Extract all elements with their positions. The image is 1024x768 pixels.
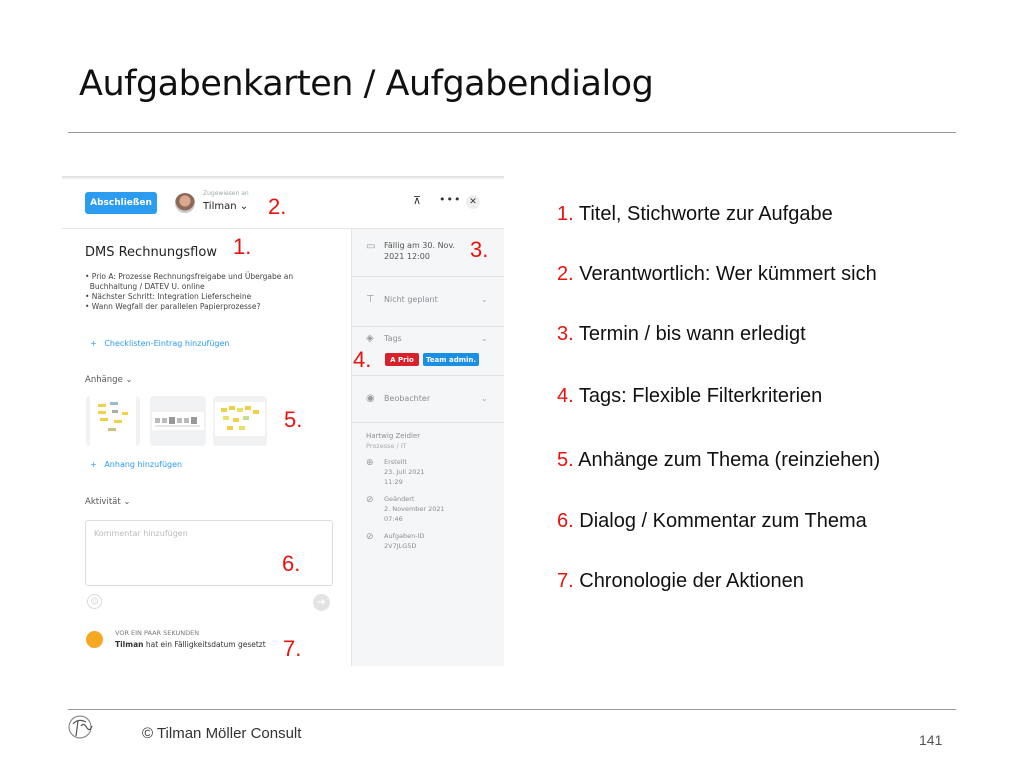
attachments-header[interactable]: Anhänge ⌄: [85, 375, 133, 385]
task-id-label: Aufgaben-ID: [384, 532, 425, 540]
activity-timestamp: VOR EIN PAAR SEKUNDEN: [115, 629, 200, 637]
created-date: 23. Juli 2021: [384, 468, 425, 476]
task-title[interactable]: DMS Rechnungsflow: [85, 245, 217, 260]
add-attachment-link[interactable]: + Anhang hinzufügen: [90, 460, 183, 469]
sidebar-divider: [352, 276, 504, 277]
legend-text: Anhänge zum Thema (reinziehen): [573, 449, 881, 471]
company-logo-icon: [66, 712, 96, 742]
edit-icon: ⊘: [366, 495, 374, 505]
title-divider: [68, 132, 956, 133]
legend-item: [557, 510, 867, 533]
legend-number: 5.: [557, 449, 574, 471]
sidebar-divider: [352, 375, 504, 376]
marker-7: 7.: [283, 636, 302, 661]
attachment-thumbnail[interactable]: [213, 396, 267, 446]
legend-text: Verantwortlich: Wer kümmert sich: [573, 263, 877, 285]
changed-time: 07:46: [384, 515, 403, 523]
calendar-icon: [86, 631, 103, 648]
legend-item: [557, 203, 833, 226]
chevron-down-icon[interactable]: ⌄: [481, 295, 488, 304]
marker-4: 4.: [353, 347, 372, 372]
emoji-icon[interactable]: ☺: [87, 594, 102, 609]
description-line: • Prio A: Prozesse Rechnungsfreigabe und Übergabe an: [85, 272, 294, 281]
assignee-dropdown[interactable]: Tilman ⌄: [203, 201, 249, 212]
footer-divider: [68, 709, 956, 710]
assignee-avatar[interactable]: [175, 193, 195, 213]
task-sidebar: [351, 229, 504, 666]
legend-item: [557, 263, 877, 286]
pin-icon[interactable]: ⊼: [413, 194, 422, 207]
sidebar-divider: [352, 422, 504, 423]
legend-number: 1.: [557, 203, 574, 225]
planning-dropdown[interactable]: Nicht geplant: [384, 295, 438, 304]
more-icon[interactable]: •••: [439, 193, 462, 206]
tag-team-admin[interactable]: Team admin.: [423, 353, 479, 366]
comment-placeholder: Kommentar hinzufügen: [94, 529, 188, 538]
page-number: 141: [919, 732, 943, 748]
task-dialog-screenshot: [62, 176, 504, 666]
assigned-label: Zugewiesen an: [203, 190, 249, 197]
legend-text: Titel, Stichworte zur Aufgabe: [573, 203, 833, 225]
description-line: • Wann Wegfall der parallelen Papierprozesse?: [85, 302, 261, 311]
marker-3: 3.: [470, 237, 489, 262]
legend-item: [557, 323, 806, 346]
legend-text: Dialog / Kommentar zum Thema: [573, 510, 867, 532]
sticky-notes-thumbnail-icon: [213, 396, 267, 446]
marker-1: 1.: [233, 234, 252, 259]
task-description[interactable]: [85, 272, 335, 312]
attachment-thumbnail[interactable]: [150, 396, 206, 446]
legend-item: [557, 385, 822, 408]
add-checklist-link[interactable]: + Checklisten-Eintrag hinzufügen: [90, 339, 230, 348]
description-line: Buchhaltung / DATEV U. online: [85, 282, 205, 291]
dialog-toolbar: [62, 176, 504, 229]
tag-a-prio[interactable]: A Prio: [385, 353, 419, 366]
description-line: • Nächster Schritt: Integration Lieferscheine: [85, 292, 252, 301]
due-date-line2[interactable]: 2021 12:00: [384, 252, 430, 261]
created-label: Erstellt: [384, 458, 407, 466]
owner-name: Hartwig Zeidler: [366, 432, 421, 440]
activity-user: Tilman: [115, 640, 144, 649]
task-id[interactable]: 2V7JLG5D: [384, 542, 417, 550]
owner-department: Prozesse / IT: [366, 442, 407, 450]
tag-icon: ◈: [366, 333, 374, 344]
chevron-down-icon[interactable]: ⌄: [481, 334, 488, 343]
legend-number: 6.: [557, 510, 574, 532]
diagram-thumbnail-icon: [86, 396, 140, 446]
legend-item: [557, 449, 880, 472]
link-icon: ⊘: [366, 532, 374, 542]
activity-entry: [115, 640, 266, 649]
calendar-icon: ▭: [366, 241, 376, 252]
legend-number: 4.: [557, 385, 574, 407]
changed-date: 2. November 2021: [384, 505, 445, 513]
legend-text: Tags: Flexible Filterkriterien: [573, 385, 823, 407]
sidebar-divider: [352, 326, 504, 327]
watchers-dropdown[interactable]: Beobachter: [384, 394, 431, 403]
changed-label: Geändert: [384, 495, 415, 503]
plus-circle-icon: ⊕: [366, 458, 374, 468]
created-time: 11:29: [384, 478, 403, 486]
gantt-icon: ⊤: [366, 294, 375, 305]
marker-2: 2.: [268, 194, 287, 219]
legend-text: Termin / bis wann erledigt: [573, 323, 806, 345]
due-date-line1[interactable]: Fällig am 30. Nov.: [384, 241, 456, 250]
legend-number: 2.: [557, 263, 574, 285]
activity-header[interactable]: Aktivität ⌄: [85, 497, 131, 507]
legend-number: 7.: [557, 570, 574, 592]
marker-5: 5.: [284, 407, 303, 432]
legend-item: [557, 570, 804, 593]
flowchart-thumbnail-icon: [150, 396, 206, 446]
legend-number: 3.: [557, 323, 574, 345]
close-icon[interactable]: ✕: [466, 195, 480, 209]
eye-icon: ◉: [366, 393, 375, 404]
complete-button[interactable]: Abschließen: [85, 192, 157, 214]
marker-6: 6.: [282, 551, 301, 576]
chevron-down-icon[interactable]: ⌄: [481, 394, 488, 403]
slide-title: Aufgabenkarten / Aufgabendialog: [79, 64, 654, 104]
activity-text: hat ein Fälligkeitsdatum gesetzt: [143, 640, 266, 649]
tags-label[interactable]: Tags: [384, 334, 402, 343]
legend-text: Chronologie der Aktionen: [573, 570, 804, 592]
attachment-thumbnail[interactable]: [86, 396, 140, 446]
send-icon[interactable]: ➔: [313, 594, 330, 611]
footer-copyright: © Tilman Möller Consult: [142, 725, 302, 742]
